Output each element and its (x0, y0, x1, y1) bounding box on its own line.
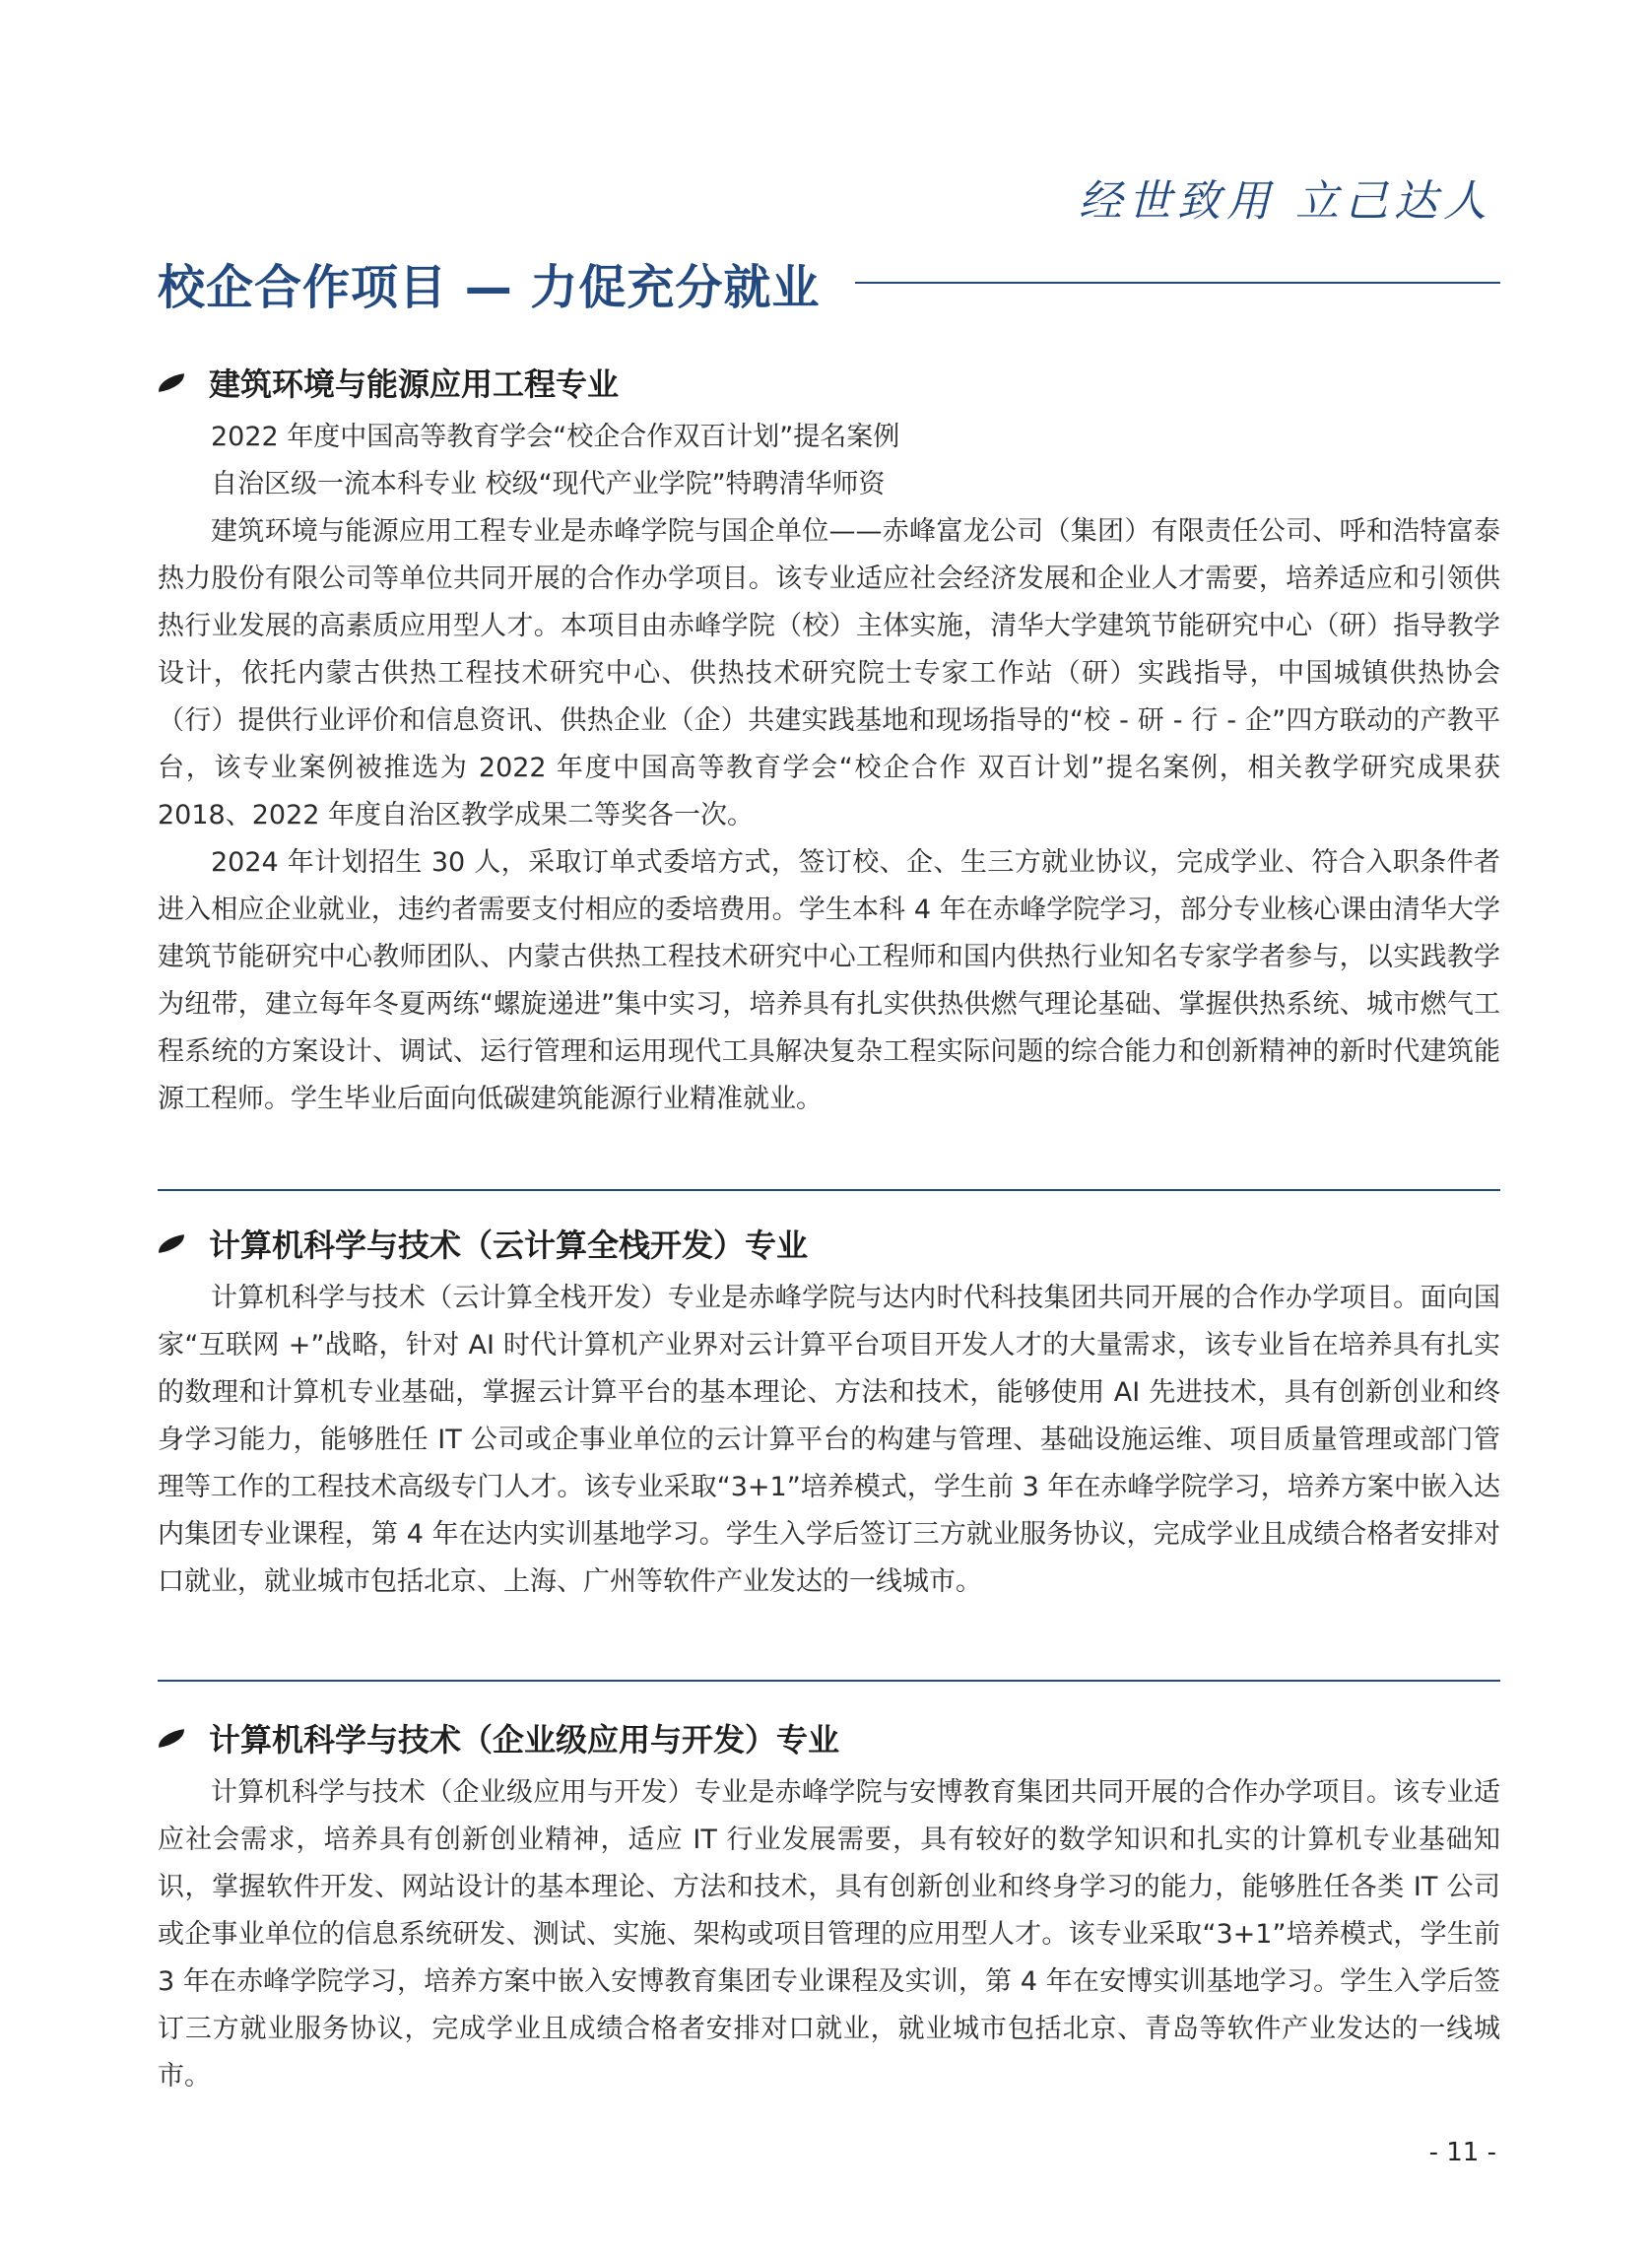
section-divider (158, 1680, 1500, 1682)
section-divider (158, 1189, 1500, 1191)
paragraph: 计算机科学与技术（云计算全栈开发）专业是赤峰学院与达内时代科技集团共同开展的合作办学项目。面向国家“互联网 +”战略，针对 AI 时代计算机产业界对云计算平台项目开发人才的大量需求，该专业旨在培养具有扎实的数理和计算机专业基础，掌握云计算平台的基本理论、方法和技术，能够使用 AI 先进技术，具有创新创业和终身学习能力，能够胜任 IT 公司或企事业单位的云计算平台的构建与管理、基础设施运维、项目质量管理或部门管理等工作的工程技术高级专门人才。该专业采取“3+1”培养模式，学生前 3 年在赤峰学院学习，培养方案中嵌入达内集团专业课程，第 4 年在达内实训基地学习。学生入学后签订三方就业服务协议，完成学业且成绩合格者安排对口就业，就业城市包括北京、上海、广州等软件产业发达的一线城市。 (158, 1283, 1500, 1597)
section-subtitle: 2022 年度中国高等教育学会“校企合作双百计划”提名案例 (211, 422, 900, 452)
section-heading (158, 1712, 1500, 1763)
section-heading (158, 357, 1500, 408)
page-title-row (158, 248, 1500, 317)
page-number: - 11 - (1428, 2138, 1496, 2167)
section-heading (158, 1218, 1500, 1269)
title-rule (855, 282, 1500, 284)
paragraph: 2024 年计划招生 30 人，采取订单式委培方式，签订校、企、生三方就业协议，完成学业、符合入职条件者进入相应企业就业，违约者需要支付相应的委培费用。学生本科 4 年在赤峰学院学习，部分专业核心课由清华大学建筑节能研究中心教师团队、内蒙古供热工程技术研究中心工程师和国内供热行业知名专家学者参与，以实践教学为纽带，建立每年冬夏两练“螺旋递进”集中实习，培养具有扎实供热供燃气理论基础、掌握供热系统、城市燃气工程系统的方案设计、调试、运行管理和运用现代工具解决复杂工程实际问题的综合能力和创新精神的新时代建筑能源工程师。学生毕业后面向低碳建筑能源行业精准就业。 (158, 847, 1500, 1114)
paragraph: 建筑环境与能源应用工程专业是赤峰学院与国企单位——赤峰富龙公司（集团）有限责任公司、呼和浩特富泰热力股份有限公司等单位共同开展的合作办学项目。该专业适应社会经济发展和企业人才需要，培养适应和引领供热行业发展的高素质应用型人才。本项目由赤峰学院（校）主体实施，清华大学建筑节能研究中心（研）指导教学设计，依托内蒙古供热工程技术研究中心、供热技术研究院士专家工作站（研）实践指导，中国城镇供热协会（行）提供行业评价和信息资讯、供热企业（企）共建实践基地和现场指导的“校 - 研 - 行 - 企”四方联动的产教平台，该专业案例被推选为 2022 年度中国高等教育学会“校企合作 双百计划”提名案例，相关教学研究成果获 2018、2022 年度自治区教学成果二等奖各一次。 (158, 516, 1500, 830)
leaf-bullet-icon (157, 373, 186, 392)
paragraph: 计算机科学与技术（企业级应用与开发）专业是赤峰学院与安博教育集团共同开展的合作办学项目。该专业适应社会需求，培养具有创新创业精神，适应 IT 行业发展需要，具有较好的数学知识和扎实的计算机专业基础知识，掌握软件开发、网站设计的基本理论、方法和技术，具有创新创业和终身学习的能力，能够胜任各类 IT 公司或企事业单位的信息系统研发、测试、实施、架构或项目管理的应用型人才。该专业采取“3+1”培养模式，学生前 3 年在赤峰学院学习，培养方案中嵌入安博教育集团专业课程及实训，第 4 年在安博实训基地学习。学生入学后签订三方就业服务协议，完成学业且成绩合格者安排对口就业，就业城市包括北京、青岛等软件产业发达的一线城市。 (158, 1777, 1500, 2091)
leaf-bullet-icon (157, 1234, 186, 1253)
section-title: 建筑环境与能源应用工程专业 (209, 365, 620, 403)
leaf-bullet-icon (157, 1729, 186, 1748)
page-title: 校企合作项目 — 力促充分就业 (158, 259, 821, 315)
section-title: 计算机科学与技术（企业级应用与开发）专业 (209, 1721, 840, 1759)
section-subtitle: 自治区级一流本科专业 校级“现代产业学院”特聘清华师资 (211, 469, 886, 499)
section-enterprise-apps (158, 1712, 1500, 2100)
section-title: 计算机科学与技术（云计算全栈开发）专业 (209, 1227, 809, 1264)
motto: 经世致用 立己达人 (1079, 176, 1492, 227)
section-hvac-energy (158, 357, 1500, 1123)
section-cloud-computing (158, 1218, 1500, 1606)
